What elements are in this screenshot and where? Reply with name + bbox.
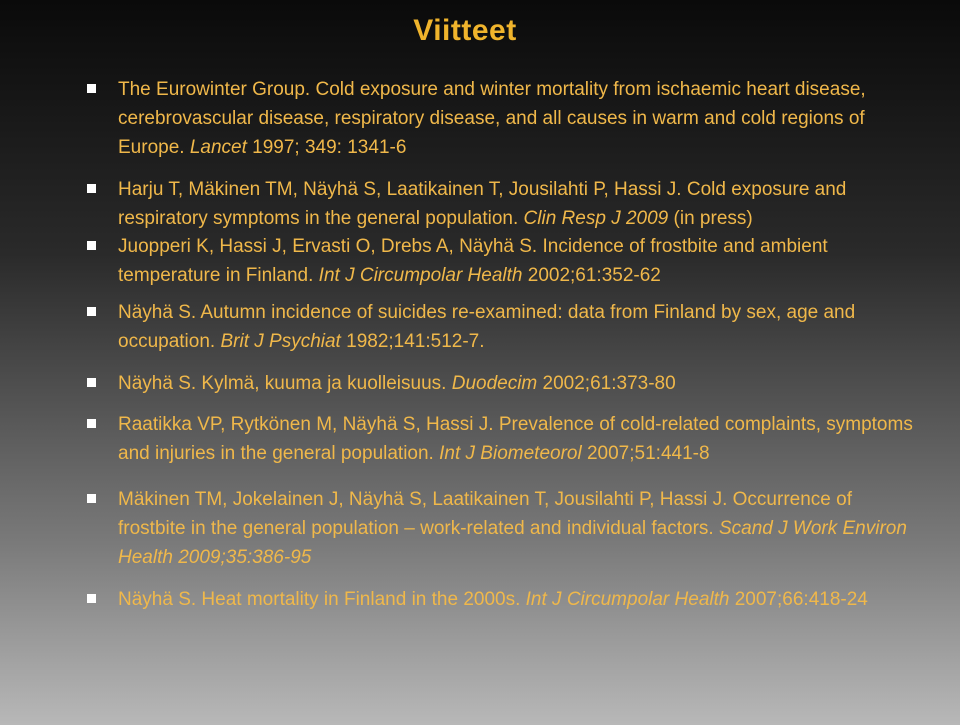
- bullet-square-icon: [87, 419, 96, 428]
- reference-journal: Clin Resp J 2009: [523, 208, 669, 229]
- reference-text: Mäkinen TM, Jokelainen J, Näyhä S, Laatikainen T, Jousilahti P, Hassi J. Occurrence of frostbite in the general population – work-related and individual factors.: [118, 489, 852, 539]
- reference-citation: 2007;66:418-24: [729, 589, 868, 610]
- reference-text: Näyhä S. Autumn incidence of suicides re-examined: data from Finland by sex, age and occupation.: [118, 302, 856, 352]
- reference-citation: (in press): [668, 208, 753, 229]
- reference-item: [118, 410, 918, 468]
- reference-citation: 2002;61:352-62: [522, 265, 661, 286]
- reference-journal: Int J Circumpolar Health: [525, 589, 730, 610]
- reference-citation: 2002;61:373-80: [537, 373, 676, 394]
- bullet-square-icon: [87, 307, 96, 316]
- reference-journal: Lancet: [189, 137, 247, 158]
- reference-citation: 2007;51:441-8: [581, 443, 710, 464]
- bullet-square-icon: [87, 84, 96, 93]
- reference-journal: Scand J Work Environ Health 2009;35:386-95: [118, 518, 907, 568]
- reference-journal: Brit J Psychiat: [220, 331, 341, 352]
- bullet-square-icon: [87, 241, 96, 250]
- reference-journal: Int J Circumpolar Health: [318, 265, 523, 286]
- slide-title: Viitteet: [413, 14, 517, 47]
- reference-item: [118, 485, 918, 572]
- reference-citation: 1997; 349: 1341-6: [246, 137, 407, 158]
- reference-text: Raatikka VP, Rytkönen M, Näyhä S, Hassi J. Prevalence of cold-related complaints, symptoms and injuries in the general population.: [118, 414, 913, 464]
- reference-text: Näyhä S. Heat mortality in Finland in the 2000s.: [118, 589, 526, 610]
- reference-journal: Duodecim: [451, 373, 538, 394]
- reference-item: [118, 369, 918, 398]
- reference-item: [118, 232, 918, 290]
- bullet-square-icon: [87, 184, 96, 193]
- bullet-square-icon: [87, 594, 96, 603]
- reference-item: [118, 175, 918, 233]
- reference-journal: Int J Biometeorol: [439, 443, 582, 464]
- reference-citation: 1982;141:512-7.: [340, 331, 485, 352]
- reference-text: Harju T, Mäkinen TM, Näyhä S, Laatikainen T, Jousilahti P, Hassi J. Cold exposure and respiratory symptoms in the general population.: [118, 179, 847, 229]
- reference-text: The Eurowinter Group. Cold exposure and winter mortality from ischaemic heart disease, cerebrovascular disease, respiratory disease, and all causes in warm and cold regions of Europe.: [118, 79, 866, 158]
- reference-text: Näyhä S. Kylmä, kuuma ja kuolleisuus.: [118, 373, 452, 394]
- reference-item: [118, 75, 918, 162]
- bullet-square-icon: [87, 494, 96, 503]
- reference-item: [118, 298, 918, 356]
- reference-item: [118, 585, 918, 614]
- reference-text: Juopperi K, Hassi J, Ervasti O, Drebs A, Näyhä S. Incidence of frostbite and ambient temperature in Finland.: [118, 236, 828, 286]
- bullet-square-icon: [87, 378, 96, 387]
